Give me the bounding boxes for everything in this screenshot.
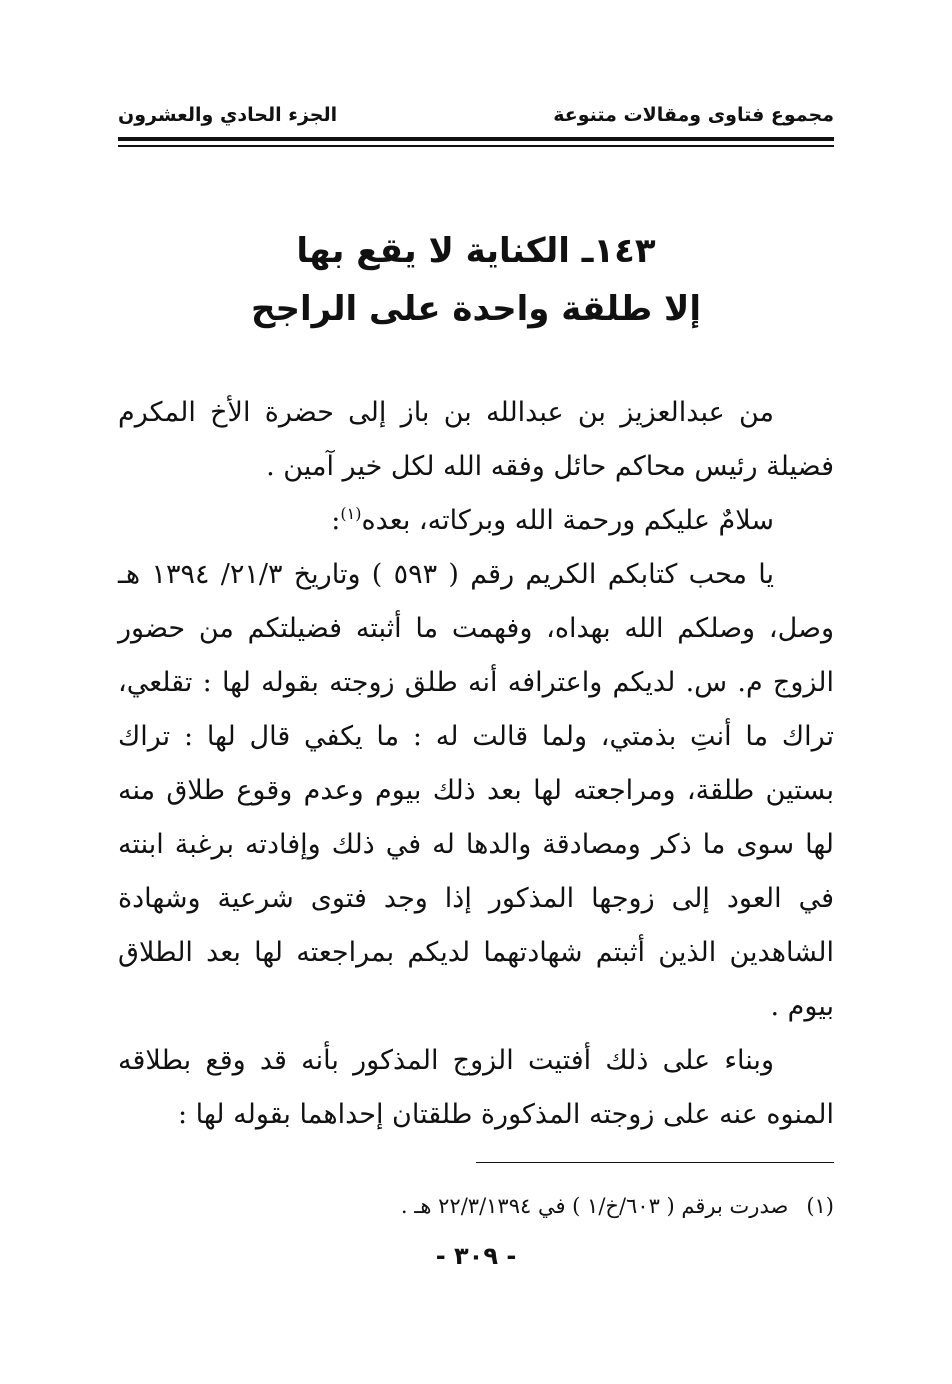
paragraph-letter-body: يا محب كتابكم الكريم رقم ( ٥٩٣ ) وتاريخ ٢١/٣/ ١٣٩٤ هـ وصل، وصلكم الله بهداه، وفهمت ما أثبته فضيلتكم من حضور الزوج م. س. لديكم واعترافه أنه طلق زوجته بقوله لها : تقلعي، تراك ما أنتِ بذمتي، ولما قالت له : ما يكفي قال لها : تراك بستين طلقة، ومراجعته لها بعد ذلك بيوم وعدم وقوع طلاق منه لها سوى ما ذكر ومصادقة والدها له في ذلك وإفادته برغبة ابنته في العود إلى زوجها المذكور إذا وجد فتوى شرعية وشهادة الشاهدين الذين أثبتم شهادتهما لديكم بمراجعته لها بعد الطلاق بيوم . [118, 559, 834, 1022]
header-rule-thick [118, 137, 834, 141]
footnote-text: صدرت برقم ( ٦٠٣/خ/١ ) في ٢٢/٣/١٣٩٤ هـ . [400, 1194, 789, 1218]
footnote-mark: (١) [806, 1194, 834, 1218]
paragraph-fatwa: وبناء على ذلك أفتيت الزوج المذكور بأنه قد وقع بطلاقه المنوه عنه على زوجته المذكورة طلقتان إحداهما بقوله لها : [118, 1045, 834, 1130]
article-title-line-1: ١٤٣ـ الكناية لا يقع بها [296, 231, 656, 271]
page-number: - ٣٠٩ - [435, 1242, 517, 1270]
header-volume: الجزء الحادي والعشرون [118, 104, 338, 126]
article-body [118, 386, 834, 1142]
running-header [118, 100, 834, 134]
paragraph-salutation: من عبدالعزيز بن عبدالله بن باز إلى حضرة الأخ المكرم فضيلة رئيس محاكم حائل وفقه الله لكل خير آمين . [118, 397, 834, 482]
footnote-rule [476, 1162, 834, 1163]
article-title [118, 222, 834, 338]
article-title-line-2: إلا طلقة واحدة على الراجح [250, 289, 702, 329]
paragraph-greeting [118, 494, 834, 548]
greeting-colon: : [331, 505, 341, 536]
header-rule-thin [118, 145, 834, 147]
greeting-text: سلامٌ عليكم ورحمة الله وبركاته، بعده [361, 505, 774, 536]
footnote-reference: (١) [340, 504, 362, 523]
footnote [118, 1190, 834, 1222]
header-book-title: مجموع فتاوى ومقالات متنوعة [553, 104, 834, 126]
